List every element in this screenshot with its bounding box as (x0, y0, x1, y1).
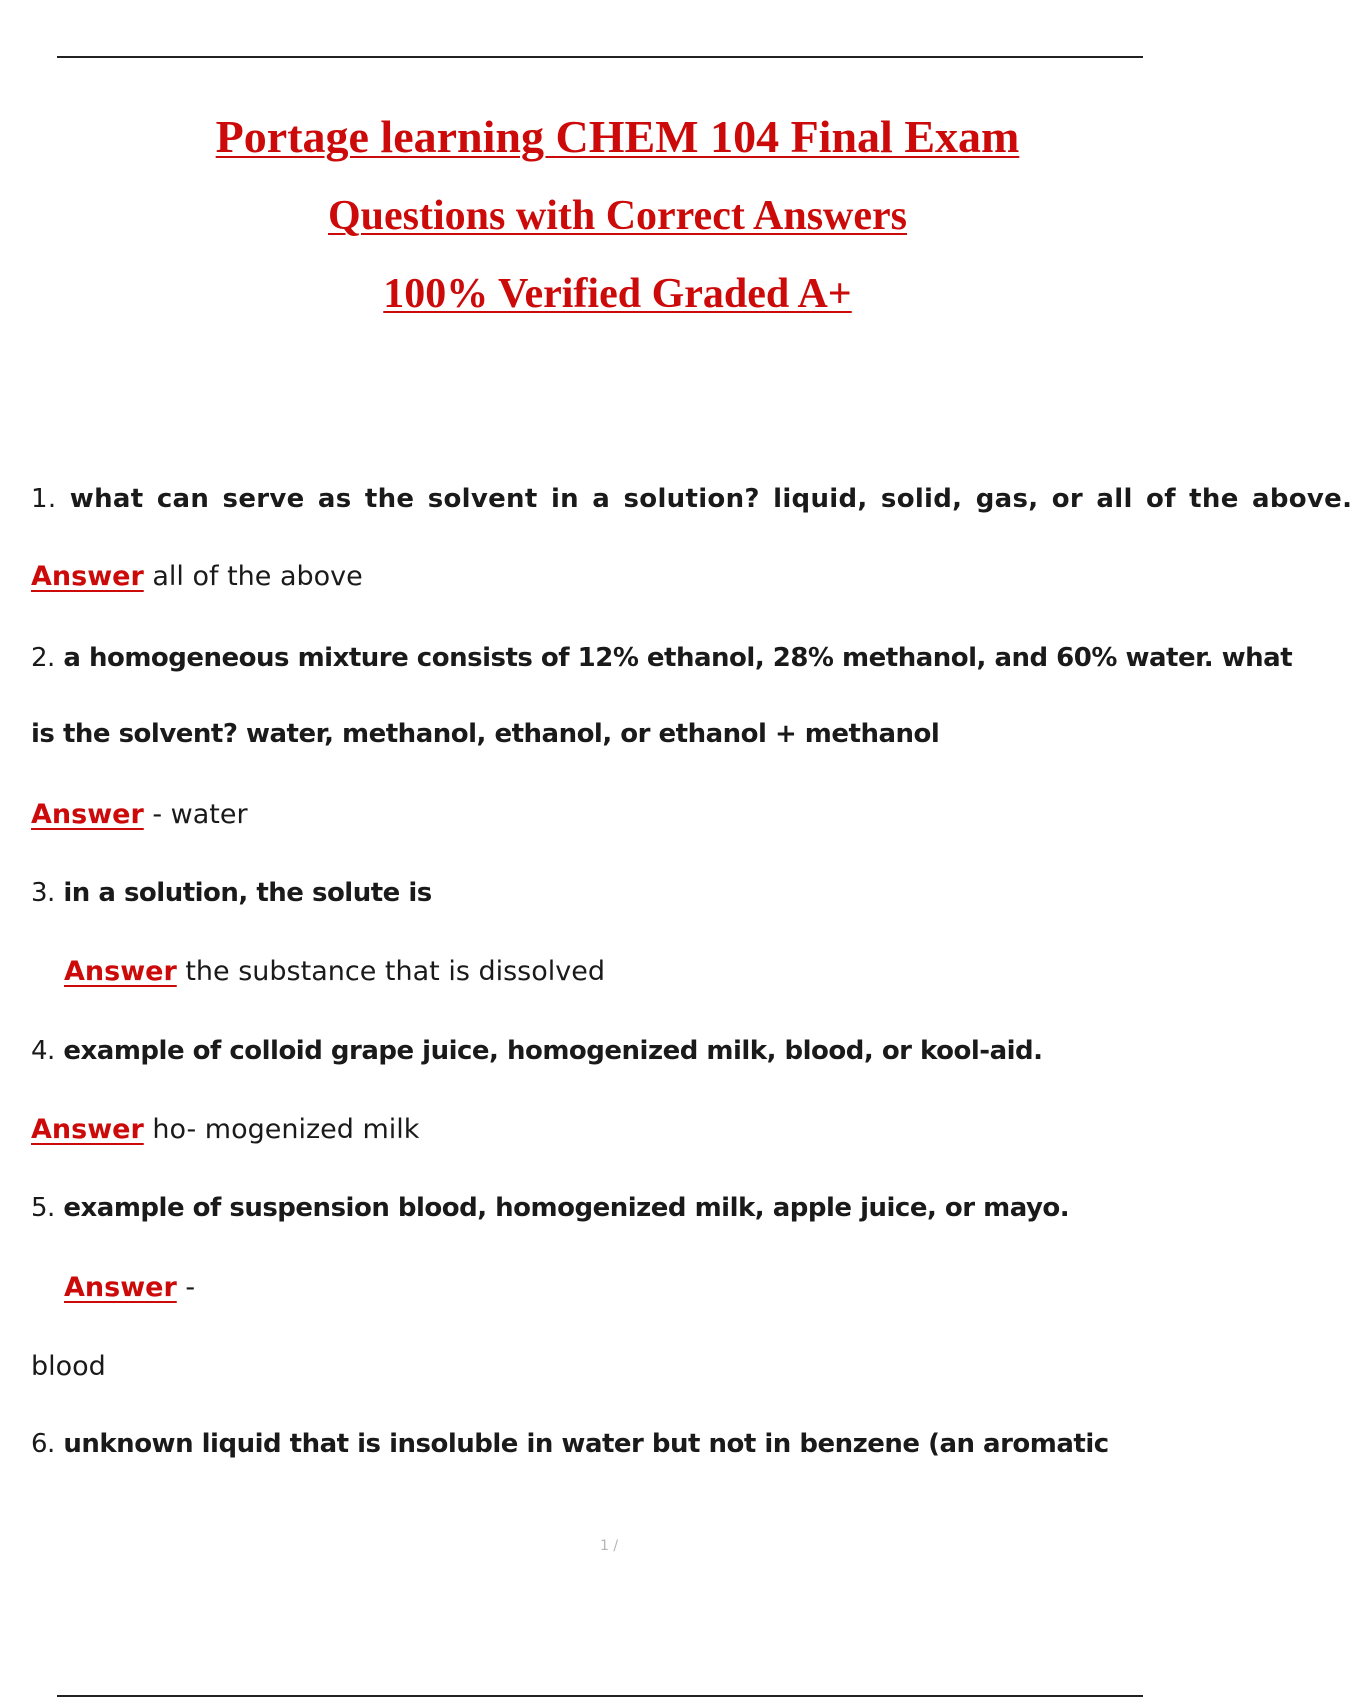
answer-text: all of the above (143, 561, 363, 592)
question-text: what can serve as the solvent in a solution? liquid, solid, gas, or all of the above. (69, 484, 1352, 514)
answer-label: Answer (31, 1114, 144, 1145)
question-number: 3. (31, 878, 55, 908)
question-2 (31, 643, 1292, 673)
answer-text: the substance that is dissolved (176, 956, 605, 987)
question-2-continued: is the solvent? water, methanol, ethanol, or ethanol + methanol (31, 719, 940, 749)
question-5 (31, 1193, 1069, 1223)
question-number: 4. (31, 1036, 55, 1066)
question-number: 5. (31, 1193, 55, 1223)
answer-label: Answer (64, 956, 177, 987)
question-3 (31, 878, 432, 908)
question-number: 1. (31, 484, 57, 514)
answer-2 (31, 799, 248, 830)
question-text: example of colloid grape juice, homogenized milk, blood, or kool-aid. (63, 1036, 1043, 1066)
question-text: unknown liquid that is insoluble in water but not in benzene (an aromatic (63, 1429, 1109, 1459)
page-number: 1 / (600, 1538, 619, 1554)
question-number: 6. (31, 1429, 55, 1459)
question-6 (31, 1429, 1109, 1459)
answer-5 (64, 1272, 195, 1303)
question-4 (31, 1036, 1043, 1066)
bottom-rule (57, 1695, 1143, 1697)
title-line-1: Portage learning CHEM 104 Final Exam (215, 111, 1020, 162)
answer-text: - water (143, 799, 248, 830)
answer-text: - (176, 1272, 196, 1303)
answer-text: ho- mogenized milk (143, 1114, 420, 1145)
title-line-2: Questions with Correct Answers (327, 193, 908, 239)
answer-label: Answer (31, 799, 144, 830)
question-text: a homogeneous mixture consists of 12% ethanol, 28% methanol, and 60% water. what (63, 643, 1293, 673)
question-1 (31, 484, 1352, 514)
question-text: in a solution, the solute is (63, 878, 432, 908)
question-number: 2. (31, 643, 55, 673)
answer-5-continued: blood (31, 1351, 106, 1382)
top-rule (57, 56, 1143, 58)
answer-1 (31, 561, 363, 592)
answer-label: Answer (64, 1272, 177, 1303)
title-line-3: 100% Verified Graded A+ (383, 271, 852, 317)
answer-label: Answer (31, 561, 144, 592)
answer-4 (31, 1114, 419, 1145)
answer-3 (64, 956, 605, 987)
question-text: example of suspension blood, homogenized milk, apple juice, or mayo. (63, 1193, 1070, 1223)
